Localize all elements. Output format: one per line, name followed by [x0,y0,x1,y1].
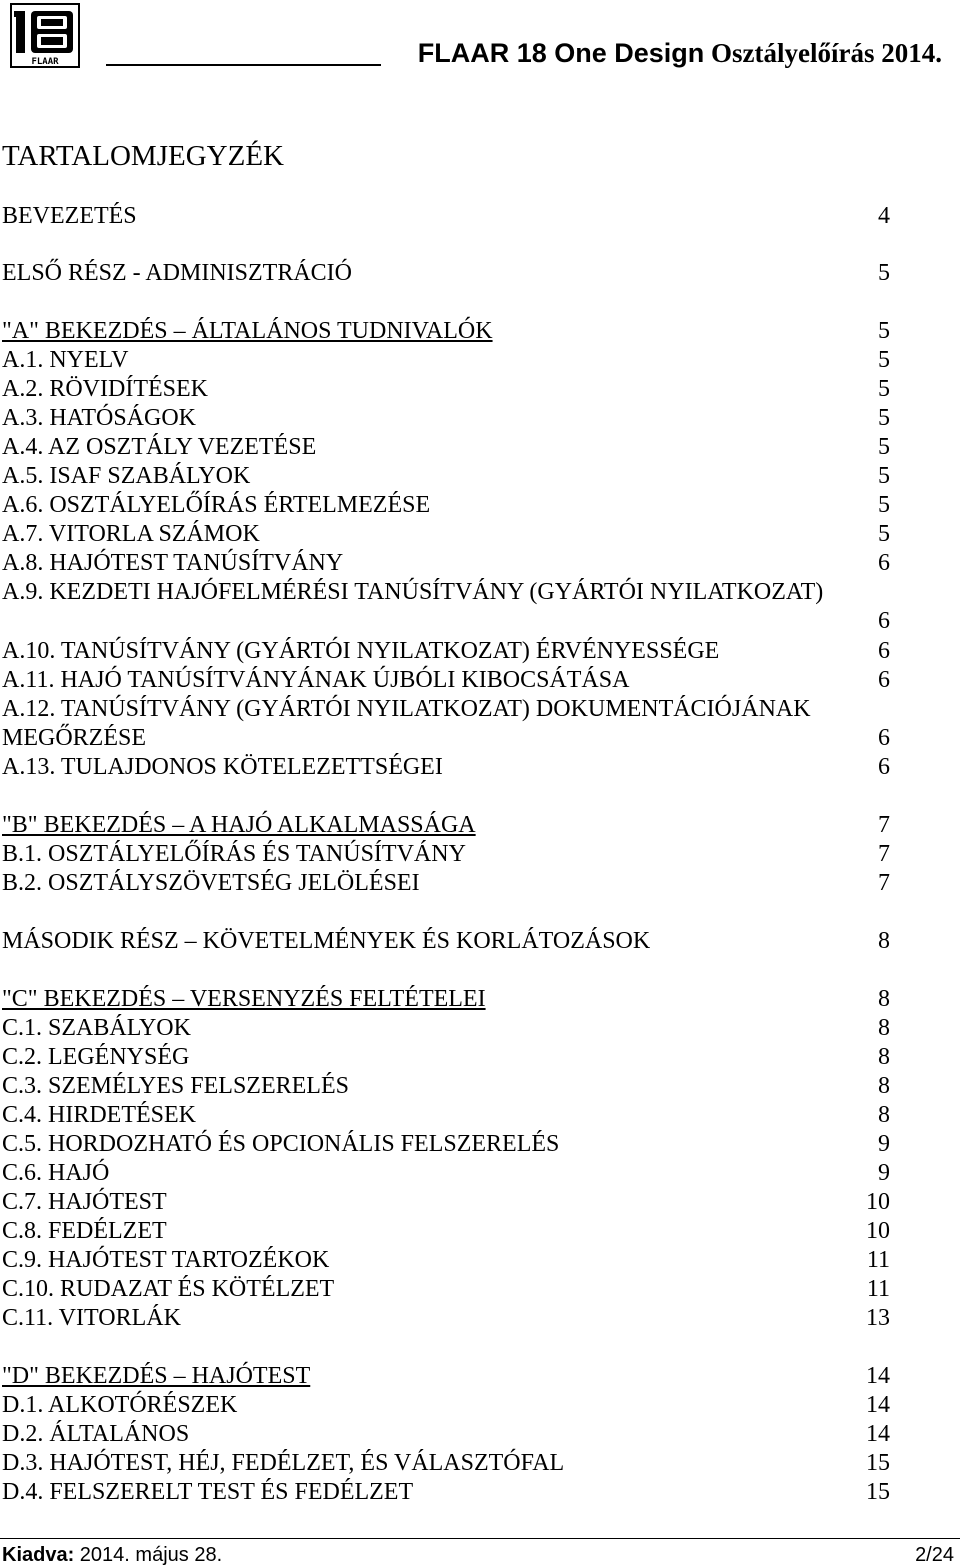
toc-entry-title: D.2. ÁLTALÁNOS [2,1421,190,1447]
toc-entry-title: C.2. LEGÉNYSÉG [2,1044,190,1070]
toc-entry-page: 5 [878,463,890,489]
toc-entry-page: 5 [878,492,890,518]
toc-entry[interactable] [2,260,890,290]
toc-entry-title: A.10. TANÚSÍTVÁNY (GYÁRTÓI NYILATKOZAT) ÉRVÉNYESSÉGE [2,638,720,664]
toc-entry-page: 7 [878,841,890,867]
toc-entry-page: 5 [878,521,890,547]
toc-entry-page: 9 [878,1131,890,1157]
toc-entry[interactable] [2,1450,890,1480]
toc-entry-title: C.5. HORDOZHATÓ ÉS OPCIONÁLIS FELSZERELÉS [2,1131,560,1157]
toc-entry-title: D.4. FELSZERELT TEST ÉS FEDÉLZET [2,1479,414,1505]
toc-entry-page: 5 [878,405,890,431]
toc-entry-page: 6 [878,638,890,664]
toc-entry-title: B.1. OSZTÁLYELŐÍRÁS ÉS TANÚSÍTVÁNY [2,841,466,867]
toc-entry-title: A.3. HATÓSÁGOK [2,405,197,431]
flaar-18-logo [10,3,80,68]
toc-entry[interactable] [2,1479,890,1509]
toc-entry-page: 8 [878,1044,890,1070]
toc-entry-page: 11 [866,1247,890,1273]
page-header [0,0,960,80]
toc-entry-page: 9 [878,1160,890,1186]
toc-entry-page: 8 [878,986,890,1012]
toc-entry[interactable] [2,696,890,726]
toc-entry-title: "C" BEKEZDÉS – VERSENYZÉS FELTÉTELEI [2,986,486,1012]
toc-entry-title: A.12. TANÚSÍTVÁNY (GYÁRTÓI NYILATKOZAT) DOKUMENTÁCIÓJÁNAK [2,696,811,722]
toc-entry-title: A.5. ISAF SZABÁLYOK [2,463,251,489]
toc-entry-page: 5 [878,347,890,373]
page-footer [0,1538,960,1567]
toc-entry[interactable] [2,1015,890,1045]
toc-entry[interactable] [2,203,890,233]
toc-entry-page: 5 [878,318,890,344]
toc-entry[interactable] [2,1392,890,1422]
toc-entry-title: D.3. HAJÓTEST, HÉJ, FEDÉLZET, ÉS VÁLASZTÓFAL [2,1450,565,1476]
toc-entry-page: 13 [866,1305,890,1331]
toc-entry-title: C.10. RUDAZAT ÉS KÖTÉLZET [2,1276,335,1302]
toc-entry-title: D.1. ALKOTÓRÉSZEK [2,1392,238,1418]
toc-entry[interactable] [2,1102,890,1132]
toc-entry[interactable] [2,1131,890,1161]
toc-entry[interactable] [2,667,890,697]
toc-entry-page: 8 [878,1073,890,1099]
toc-entry-title: A.9. KEZDETI HAJÓFELMÉRÉSI TANÚSÍTVÁNY (GYÁRTÓI NYILATKOZAT) [2,579,824,605]
toc-entry-title: A.6. OSZTÁLYELŐÍRÁS ÉRTELMEZÉSE [2,492,431,518]
toc-entry-page: 15 [866,1450,890,1476]
toc-entry-page: 7 [878,812,890,838]
toc-entry-page: 4 [878,203,890,229]
toc-entry[interactable] [2,347,890,377]
toc-entry-title: "B" BEKEZDÉS – A HAJÓ ALKALMASSÁGA [2,812,476,838]
toc-entry[interactable] [2,1073,890,1103]
toc-entry-page: 8 [878,1102,890,1128]
toc-entry[interactable] [2,928,890,958]
toc-entry-page: 6 [878,754,890,780]
toc-entry-page: 6 [878,608,890,634]
toc-entry-page: 5 [878,260,890,286]
toc-entry-title: A.7. VITORLA SZÁMOK [2,521,260,547]
issue-date [2,1544,222,1567]
toc-entry[interactable] [2,1218,890,1248]
toc-entry-page: 5 [878,434,890,460]
toc-entry-title: "A" BEKEZDÉS – ÁLTALÁNOS TUDNIVALÓK [2,318,493,344]
toc-entry-page: 8 [878,1015,890,1041]
toc-entry-title: A.1. NYELV [2,347,129,373]
toc-entry[interactable] [2,638,890,668]
toc-entry-page: 15 [866,1479,890,1505]
toc-entry[interactable] [2,1189,890,1219]
issue-date-label: Kiadva: [2,1544,75,1566]
toc-entry[interactable] [2,725,890,755]
toc-entry-title: C.9. HAJÓTEST TARTOZÉKOK [2,1247,330,1273]
toc-entry[interactable] [2,986,890,1016]
toc-entry[interactable] [2,376,890,406]
toc-entry-title: C.6. HAJÓ [2,1160,110,1186]
toc-entry-page: 6 [878,725,890,751]
issue-date-value: 2014. május 28. [74,1544,223,1566]
toc-entry[interactable] [2,1305,890,1335]
toc-entry[interactable] [2,550,890,580]
toc-heading: TARTALOMJEGYZÉK [2,140,284,172]
toc-entry[interactable] [2,841,890,871]
toc-entry[interactable] [2,405,890,435]
toc-entry[interactable] [2,492,890,522]
title-serif-part: Osztályelőírás 2014. [704,38,942,68]
toc-entry[interactable] [2,812,890,842]
toc-entry-title: MÁSODIK RÉSZ – KÖVETELMÉNYEK ÉS KORLÁTOZÁSOK [2,928,651,954]
toc-entry[interactable] [2,463,890,493]
toc-entry-title: C.7. HAJÓTEST [2,1189,167,1215]
toc-entry-title: C.4. HIRDETÉSEK [2,1102,196,1128]
toc-entry-page: 14 [866,1363,890,1389]
toc-entry-page: 14 [866,1392,890,1418]
toc-entry-page: 11 [866,1276,890,1302]
footer-rule [0,1538,960,1539]
toc-entry-title: "D" BEKEZDÉS – HAJÓTEST [2,1363,311,1389]
toc-entry[interactable] [2,318,890,348]
toc-entry[interactable] [2,521,890,551]
toc-entry[interactable] [2,1247,890,1277]
page-number: 2/24 [915,1544,954,1566]
toc-entry-page: 7 [878,870,890,896]
toc-entry[interactable] [2,579,890,634]
toc-entry-title: C.1. SZABÁLYOK [2,1015,191,1041]
toc-entry[interactable] [2,434,890,464]
toc-entry[interactable] [2,754,890,784]
toc-entry-page: 8 [878,928,890,954]
toc-entry[interactable] [2,1160,890,1190]
toc-entry[interactable] [2,870,890,900]
toc-entry[interactable] [2,1044,890,1074]
toc-entry-page: 10 [866,1189,890,1215]
toc-entry-title: BEVEZETÉS [2,203,137,229]
toc-entry-page: 5 [878,376,890,402]
toc-entry-title: A.2. RÖVIDÍTÉSEK [2,376,208,402]
document-title [418,38,942,69]
toc-entry[interactable] [2,1276,890,1306]
toc-entry-title: C.8. FEDÉLZET [2,1218,167,1244]
toc-entry[interactable] [2,1363,890,1393]
toc-entry-title: A.11. HAJÓ TANÚSÍTVÁNYÁNAK ÚJBÓLI KIBOCSÁTÁSA [2,667,630,693]
header-rule [106,64,381,66]
toc-entry-title: C.3. SZEMÉLYES FELSZERELÉS [2,1073,349,1099]
toc-entry-title: C.11. VITORLÁK [2,1305,181,1331]
toc-entry-page: 14 [866,1421,890,1447]
toc-entry-page: 6 [878,667,890,693]
logo-subtext: FLAAR [31,57,59,67]
toc-entry-title: ELSŐ RÉSZ - ADMINISZTRÁCIÓ [2,260,353,286]
toc-entry-title: A.8. HAJÓTEST TANÚSÍTVÁNY [2,550,344,576]
toc-entry-title: B.2. OSZTÁLYSZÖVETSÉG JELÖLÉSEI [2,870,420,896]
toc-entry-title: A.4. AZ OSZTÁLY VEZETÉSE [2,434,317,460]
toc-entry-page: 10 [866,1218,890,1244]
title-sans-part: FLAAR 18 One Design [417,38,705,68]
toc-entry-page: 6 [878,550,890,576]
toc-entry-title: A.13. TULAJDONOS KÖTELEZETTSÉGEI [2,754,443,780]
toc-entry-title: MEGŐRZÉSE [2,725,146,751]
toc-entry[interactable] [2,1421,890,1451]
